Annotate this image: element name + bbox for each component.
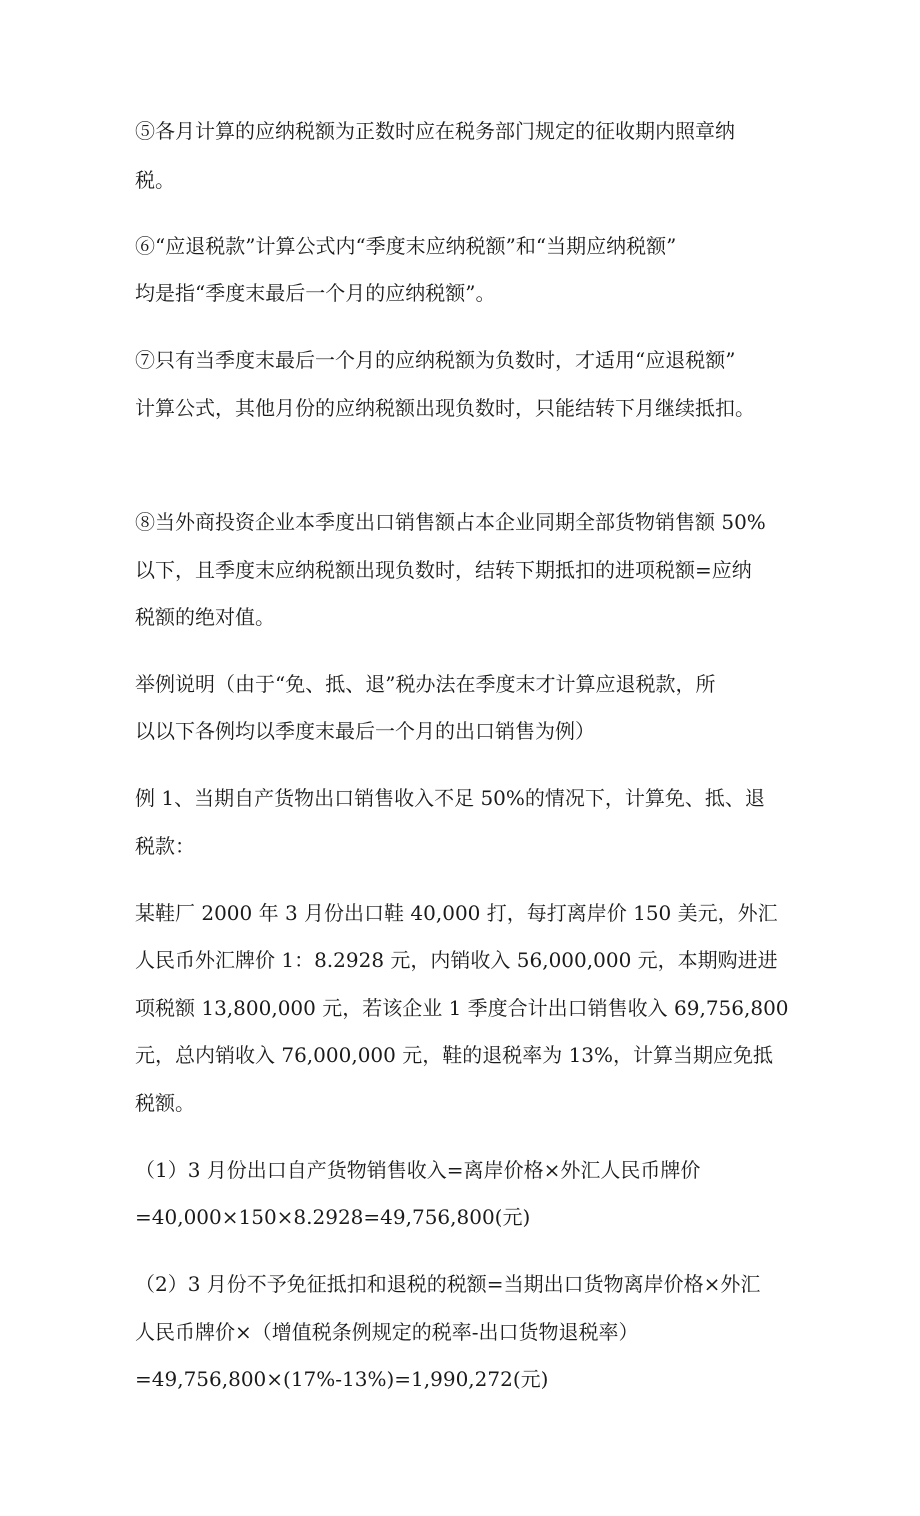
step-1-line-2: =40,000×150×8.2928=49,756,800(元) — [135, 1205, 531, 1229]
note-6-line-1: ⑥“应退税款”计算公式内“季度末应纳税额”和“当期应纳税额” — [135, 234, 677, 258]
note-6-line-2: 均是指“季度末最后一个月的应纳税额”。 — [135, 281, 496, 305]
note-7-line-1: ⑦只有当季度末最后一个月的应纳税额为负数时，才适用“应退税额” — [135, 348, 736, 372]
note-8-line-1: ⑧当外商投资企业本季度出口销售额占本企业同期全部货物销售额 50% — [135, 510, 766, 534]
note-5-line-1: ⑤各月计算的应纳税额为正数时应在税务部门规定的征收期内照章纳 — [135, 119, 735, 143]
step-2-line-3: =49,756,800×(17%-13%)=1,990,272(元) — [135, 1367, 549, 1391]
note-5-line-2: 税。 — [135, 168, 175, 192]
example-1-body-line-2: 人民币外汇牌价 1：8.2928 元，内销收入 56,000,000 元，本期购进进 — [135, 948, 778, 972]
example-1-title-line-2: 税款： — [135, 834, 195, 858]
step-2-line-2: 人民币牌价×（增值税条例规定的税率-出口货物退税率） — [135, 1320, 639, 1344]
example-intro-line-2: 以以下各例均以季度末最后一个月的出口销售为例） — [135, 719, 595, 743]
note-8-line-2: 以下，且季度末应纳税额出现负数时，结转下期抵扣的进项税额=应纳 — [135, 558, 752, 582]
example-1-body-line-1: 某鞋厂 2000 年 3 月份出口鞋 40,000 打，每打离岸价 150 美元，外汇 — [135, 901, 778, 925]
example-1-title-line-1: 例 1、当期自产货物出口销售收入不足 50%的情况下，计算免、抵、退 — [135, 786, 765, 810]
example-1-body-line-5: 税额。 — [135, 1091, 195, 1115]
note-8-line-3: 税额的绝对值。 — [135, 605, 275, 629]
step-2-line-1: （2）3 月份不予免征抵扣和退税的税额=当期出口货物离岸价格×外汇 — [135, 1272, 761, 1296]
example-intro-line-1: 举例说明（由于“免、抵、退”税办法在季度末才计算应退税款，所 — [135, 672, 716, 696]
step-1-line-1: （1）3 月份出口自产货物销售收入=离岸价格×外汇人民币牌价 — [135, 1158, 701, 1182]
note-7-line-2: 计算公式，其他月份的应纳税额出现负数时，只能结转下月继续抵扣。 — [135, 396, 755, 420]
example-1-body-line-4: 元，总内销收入 76,000,000 元，鞋的退税率为 13%，计算当期应免抵 — [135, 1043, 774, 1067]
example-1-body-line-3: 项税额 13,800,000 元，若该企业 1 季度合计出口销售收入 69,756,800 — [135, 996, 789, 1020]
